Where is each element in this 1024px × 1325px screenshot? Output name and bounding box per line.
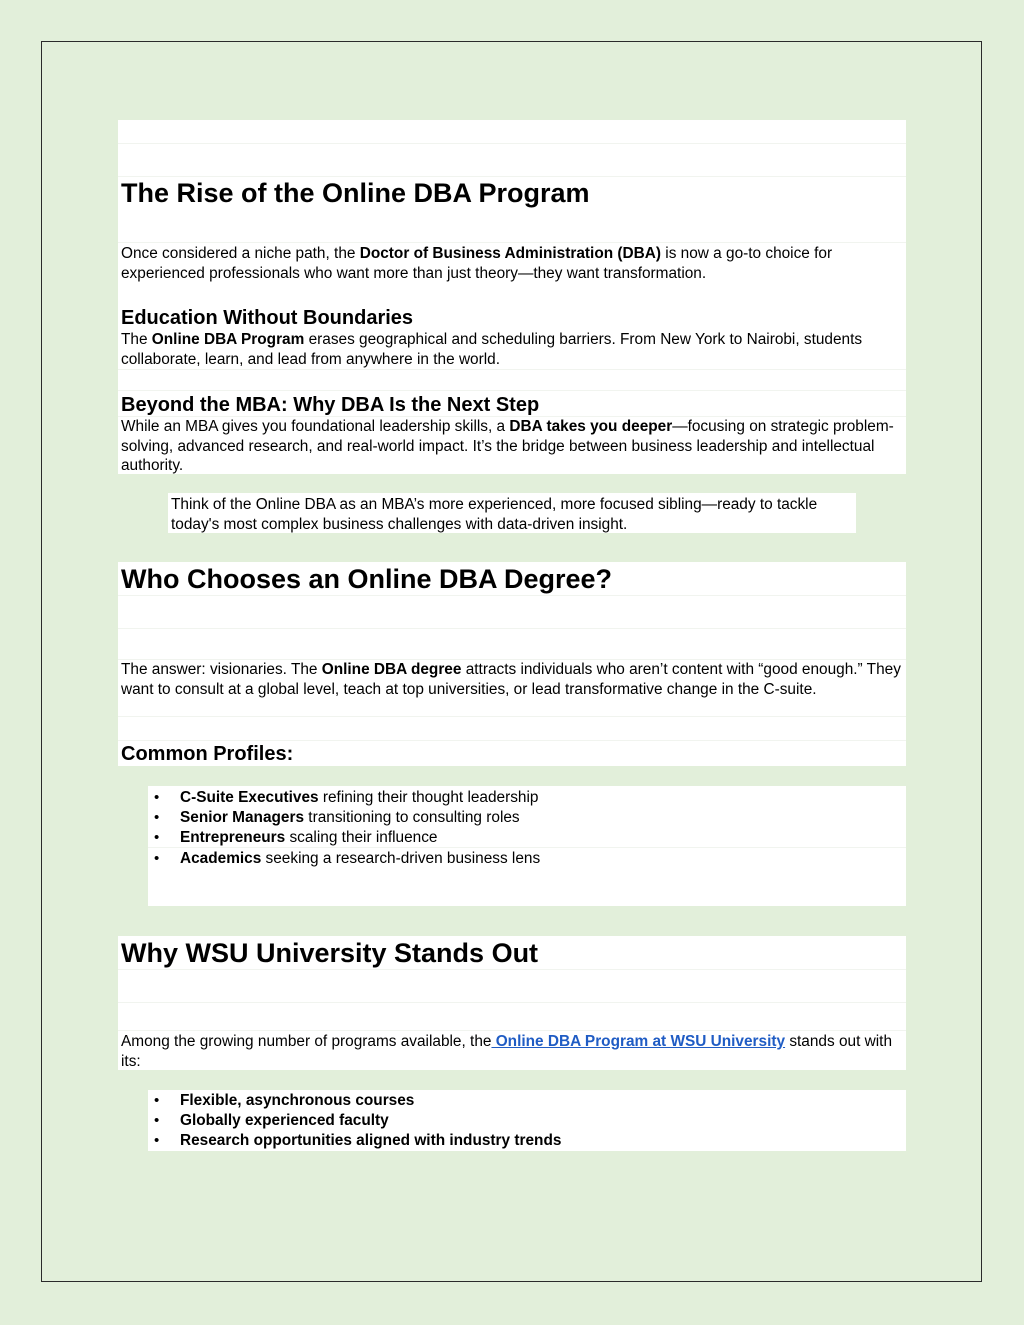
list-item: • Globally experienced faculty [148, 1111, 561, 1131]
bullet-icon: • [154, 1132, 160, 1150]
subheading-common-profiles: Common Profiles: [121, 743, 294, 765]
list-item: • Academics seeking a research-driven business lens [148, 849, 540, 869]
subheading-beyond-mba: Beyond the MBA: Why DBA Is the Next Step [121, 394, 540, 416]
profiles-list [148, 788, 540, 869]
bullet-icon: • [154, 1092, 160, 1109]
wsu-intro-paragraph: Among the growing number of programs available, the Online DBA Program at WSU University stands out with its: [121, 1033, 893, 1070]
beyond-mba-paragraph: While an MBA gives you foundational leadership skills, a DBA takes you deeper—focusing on strategic problem-solving, advanced research, and real-world impact. It’s the bridge between business leadership and intellectual authority. [121, 418, 894, 475]
features-list-block [148, 1090, 906, 1151]
section-wsu-block [118, 936, 906, 1070]
list-item: • Flexible, asynchronous courses [148, 1091, 561, 1111]
list-item: • Research opportunities aligned with industry trends [148, 1131, 561, 1151]
education-paragraph: The Online DBA Program erases geographical and scheduling barriers. From New York to Nairobi, students collaborate, learn, and lead from anywhere in the world. [121, 331, 863, 368]
bullet-icon: • [154, 789, 160, 806]
wsu-dba-program-link[interactable]: Online DBA Program at WSU University [491, 1033, 786, 1050]
subheading-education-without-boundaries: Education Without Boundaries [121, 307, 414, 329]
bullet-icon: • [154, 809, 160, 827]
list-item: • C-Suite Executives refining their thought leadership [148, 788, 540, 808]
list-item: • Entrepreneurs scaling their influence [148, 828, 540, 848]
bullet-icon: • [154, 849, 160, 867]
section-rise-block [118, 120, 906, 474]
quote-block [168, 493, 856, 533]
section-title-who: Who Chooses an Online DBA Degree? [121, 564, 613, 594]
quote-text: Think of the Online DBA as an MBA’s more experienced, more focused sibling—ready to tackle today's most complex business challenges with data-driven insight. [171, 496, 818, 533]
list-item: • Senior Managers transitioning to consulting roles [148, 808, 540, 828]
rise-intro-paragraph: Once considered a niche path, the Doctor of Business Administration (DBA) is now a go-to choice for experienced professionals who want more than just theory—they want transformation. [121, 245, 833, 282]
section-title-wsu: Why WSU University Stands Out [121, 938, 539, 968]
bullet-icon: • [154, 1112, 160, 1130]
bullet-icon: • [154, 829, 160, 847]
section-title-rise: The Rise of the Online DBA Program [121, 178, 590, 208]
who-intro-paragraph: The answer: visionaries. The Online DBA degree attracts individuals who aren’t content with “good enough.” They want to consult at a global level, teach at top universities, or lead transformative change in the C-suite. [121, 661, 901, 698]
features-list [148, 1091, 561, 1152]
section-who-block [118, 562, 906, 766]
profiles-list-block [148, 786, 906, 906]
